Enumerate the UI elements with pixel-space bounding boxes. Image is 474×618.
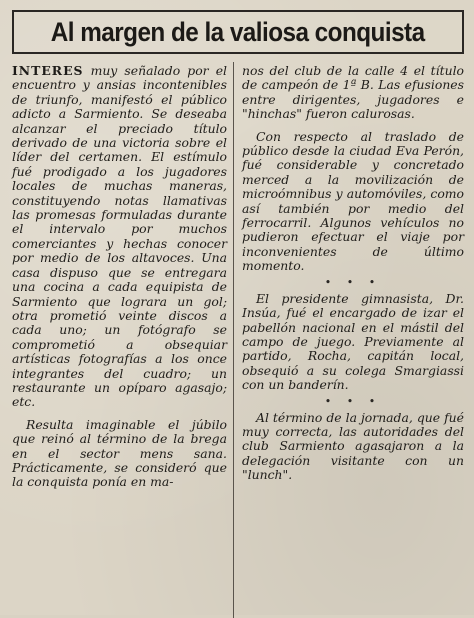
separator-dots-1: • • • xyxy=(324,275,382,289)
right-paragraph-4: Al término de la jornada, que fué muy correcta, las autoridades del club Sarmiento agasajaron a la delegación visitante con un "lunch". xyxy=(242,409,464,483)
dropcap-word: INTERES xyxy=(12,63,84,78)
headline: Al margen de la valiosa conquista xyxy=(51,16,425,47)
article-columns xyxy=(12,64,464,618)
right-paragraph-1-continuation: nos del club de la calle 4 el título de campeón de 1ª B. Las efusiones entre dirigentes, jugadores e "hinchas" fueron calurosas. xyxy=(242,63,464,122)
left-paragraph-1-text: muy señalado por el encuentro y ansias incontenibles de triunfo, manifestó el público adicto a Sarmiento. Se deseaba alcanzar el preciado título derivado de una victoria sobre el líder del certamen. El estímulo fué prodigado a los jugadores locales de muchas maneras, constituyendo notas llamativas las promesas formuladas durante el intervalo por muchos comerciantes y hechas conocer por medio de los altavoces. Una casa dispuso que se entregara una cocina a cada equipista de Sarmiento que lograra un gol; otra prometió veinte discos a cada uno; un fotógrafo se comprometió a obsequiar artísticas fotografías a los once integrantes del cuadro; un restaurante un opíparo agasajo; etc. xyxy=(12,63,227,410)
right-paragraph-3: El presidente gimnasista, Dr. Insúa, fué el encargado de izar el pabellón nacional en el mástil del campo de juego. Previamente al partido, Rocha, capitán local, obsequió a su colega Smargiassi con un banderín. xyxy=(242,290,464,393)
left-paragraph-2: Resulta imaginable el júbilo que reinó al término de la brega en el sector mens sana. Prácticamente, se consideró que la conquista ponía en ma- xyxy=(12,416,227,490)
right-paragraph-2: Con respecto al traslado de público desde la ciudad Eva Perón, fué considerable y concretado merced a la movilización de microómnibus y automóviles, como así también por medio del ferrocarril. Algunos vehículos no pudieron efectuar el viaje por inconvenientes de último momento. xyxy=(242,128,464,274)
right-column xyxy=(234,64,464,618)
headline-box xyxy=(12,10,464,54)
separator-dots-2: • • • xyxy=(324,394,382,408)
left-column xyxy=(12,64,233,618)
left-paragraph-1 xyxy=(12,64,227,410)
